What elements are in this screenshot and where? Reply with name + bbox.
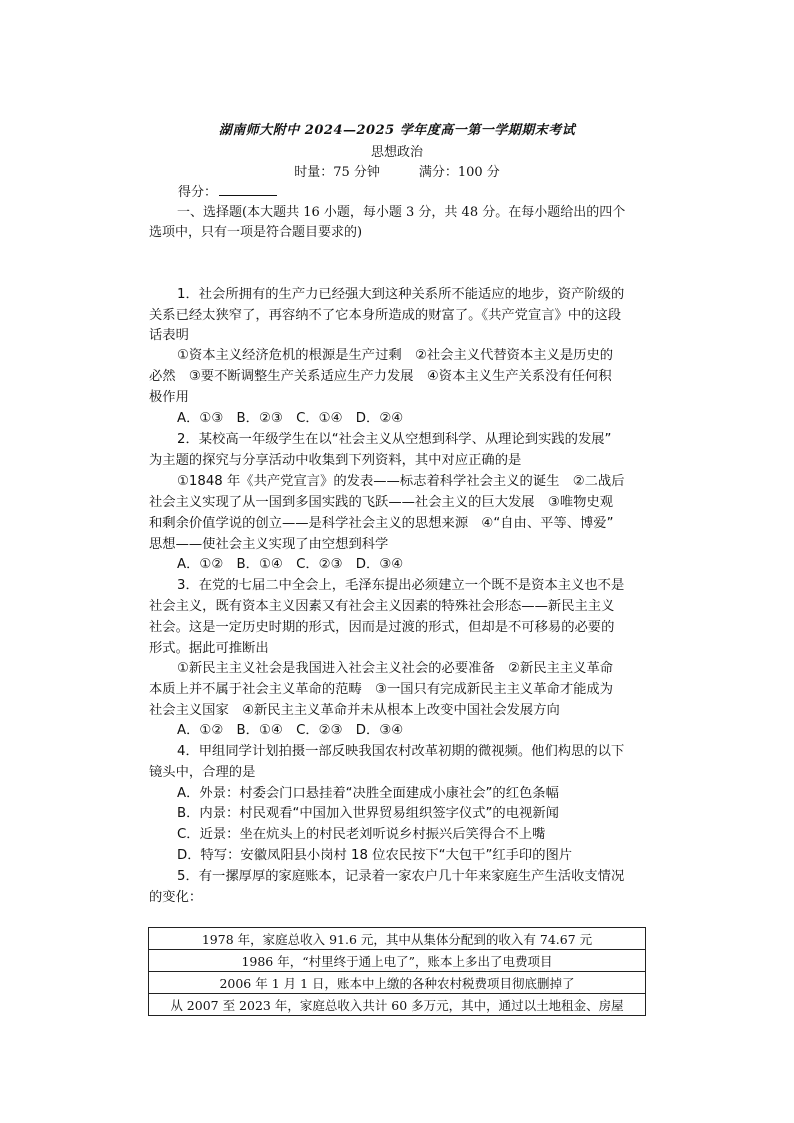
question-line: 话表明 [149,328,189,343]
question-line: ①资本主义经济危机的根源是生产过剩 ②社会主义代替资本主义是历史的 [177,348,614,363]
question-line: 4．甲组同学计划拍摄一部反映我国农村改革初期的微视频。他们构思的以下 [177,744,625,759]
question-line: 社会主义，既有资本主义因素又有社会主义因素的特殊社会形态——新民主主义 [149,599,615,614]
question-line: 本质上并不属于社会主义革命的范畴 ③一国只有完成新民主主义革命才能成为 [149,682,614,697]
section-instructions-line-1: 一、选择题(本大题共 16 小题，每小题 3 分，共 48 分。在每小题给出的四个 [177,205,626,220]
question-line: 思想——使社会主义实现了由空想到科学 [149,537,389,552]
table-row [149,972,646,994]
question-line: 2．某校高一年级学生在以“社会主义从空想到科学、从理论到实践的发展” [177,432,612,447]
exam-title: 湖南师大附中 2024—2025 学年度高一第一学期期末考试 [218,123,576,138]
question-line: 社会主义实现了从一国到多国实践的飞跃——社会主义的巨大发展 ③唯物史观 [149,495,614,510]
question-line: 1．社会所拥有的生产力已经强大到这种关系所不能适应的地步，资产阶级的 [177,287,625,302]
answer-options: A．①② B．①④ C．②③ D．③④ [177,723,404,738]
question-line: ①1848 年《共产党宣言》的发表——标志着科学社会主义的诞生 ②二战后 [177,474,625,489]
table-cell: 2006 年 1 月 1 日，账本中上缴的各种农村税费项目彻底删掉了 [149,972,646,994]
question-line: 和剩余价值学说的创立——是科学社会主义的思想来源 ④“自由、平等、博爱” [149,516,614,531]
question-line: 极作用 [149,390,189,405]
table-row [149,950,646,972]
question-line: 镜头中，合理的是 [149,765,256,780]
question-line: 关系已经太狭窄了，再容纳不了它本身所造成的财富了。《共产党宣言》中的这段 [149,308,622,323]
question-line: ①新民主主义社会是我国进入社会主义社会的必要准备 ②新民主主义革命 [177,661,614,676]
score-label: 得分： [178,185,218,200]
table-cell: 1986 年，“村里终于通上电了”，账本上多出了电费项目 [149,950,646,972]
score-field [178,182,277,203]
question-line: 社会。这是一定历史时期的形式，因而是过渡的形式，但却是不可移易的必要的 [149,620,615,635]
option-line: A．外景：村委会门口悬挂着“决胜全面建成小康社会”的红色条幅 [177,786,559,801]
table-row [149,928,646,950]
answer-options: A．①③ B．②③ C．①④ D．②④ [177,411,404,426]
question-line: 为主题的探究与分享活动中收集到下列资料，其中对应正确的是 [149,453,522,468]
time-score-line: 时量：75 分钟 满分：100 分 [294,165,500,180]
table-row [149,994,646,1016]
option-line: C．近景：坐在炕头上的村民老刘听说乡村振兴后笑得合不上嘴 [177,827,546,842]
ledger-table [148,927,646,1016]
score-blank [219,182,277,196]
table-cell: 1978 年，家庭总收入 91.6 元，其中从集体分配到的收入有 74.67 元 [149,928,646,950]
question-line: 形式。据此可推断出 [149,641,269,656]
subject-title: 思想政治 [370,145,423,160]
question-line: 的变化： [149,890,203,905]
option-line: D．特写：安徽凤阳县小岗村 18 位农民按下“大包干”红手印的图片 [177,848,573,863]
section-instructions-line-2: 选项中，只有一项是符合题目要求的) [149,225,363,240]
question-line: 3．在党的七届二中全会上，毛泽东提出必须建立一个既不是资本主义也不是 [177,578,625,593]
option-line: B．内景：村民观看“中国加入世界贸易组织签字仪式”的电视新闻 [177,806,559,821]
table-cell: 从 2007 至 2023 年，家庭总收入共计 60 多万元，其中，通过以土地租金、房屋 [149,994,646,1016]
answer-options: A．①② B．①④ C．②③ D．③④ [177,557,404,572]
question-line: 必然 ③要不断调整生产关系适应生产力发展 ④资本主义生产关系没有任何积 [149,369,612,384]
question-line: 社会主义国家 ④新民主主义革命并未从根本上改变中国社会发展方向 [149,703,560,718]
question-line: 5．有一摞厚厚的家庭账本，记录着一家农户几十年来家庭生产生活收支情况 [177,869,625,884]
